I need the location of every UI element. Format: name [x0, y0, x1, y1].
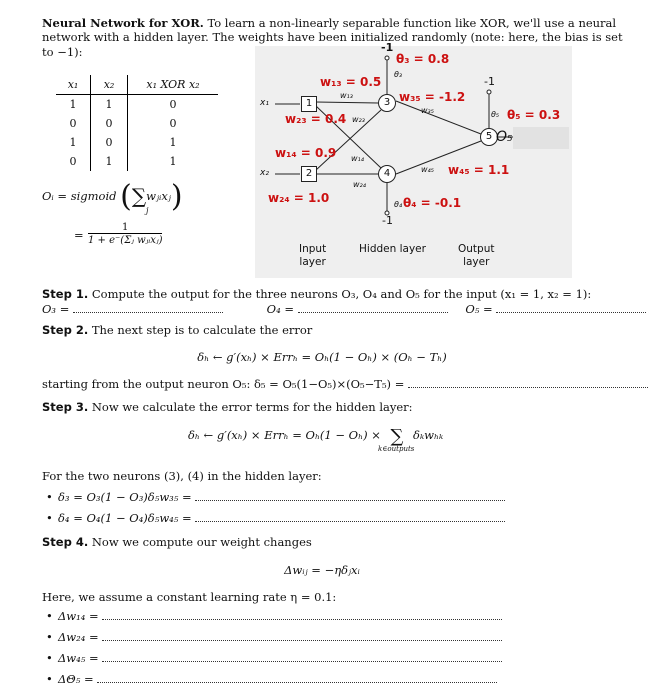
step3-sum-index: k∈outputs [378, 445, 415, 453]
fraction-numerator: 1 [122, 222, 129, 233]
o4-answer-line[interactable] [298, 302, 448, 313]
w45-label: w₄₅ = 1.1 [448, 163, 510, 177]
bias-top: -1 [381, 41, 394, 54]
dw24-label: Δw₂₄ = [58, 630, 99, 644]
delta3-label: δ₃ = O₃(1 − O₃)δ₅w₃₅ = [58, 490, 192, 504]
o3-label: O₃ = [42, 302, 70, 316]
o4-label: O₄ = [266, 302, 294, 316]
output-o5: O₅ [496, 129, 513, 145]
theta5-label: θ₅ = 0.3 [507, 108, 561, 122]
sum-term: wⱼᵢxⱼ [146, 189, 171, 203]
delta3-answer-line[interactable] [195, 490, 505, 501]
w24-label: w₂₄ = 1.0 [268, 191, 330, 205]
weight-change-list [58, 609, 502, 693]
table-cell: 0 [56, 114, 91, 133]
table-cell: 1 [169, 135, 177, 149]
table-cell: 0 [169, 97, 177, 111]
list-item [58, 511, 505, 532]
sigmoid-formula: Oᵢ = sigmoid (∑wⱼᵢxⱼ) j [42, 179, 183, 215]
sum-index: j [146, 206, 149, 215]
hidden-node-3: 3 [378, 94, 396, 112]
fraction-denominator: 1 + e⁻(Σⱼ wⱼᵢxⱼ) [88, 235, 163, 246]
title: Neural Network for XOR. [42, 16, 204, 30]
list-item [58, 490, 505, 511]
table-row [56, 114, 218, 133]
list-item [58, 651, 502, 672]
w35-label: w₃₅ = -1.2 [399, 90, 466, 104]
sm-theta5: θ₅ [491, 110, 500, 119]
table-cell: 0 [91, 133, 128, 152]
step2-formula: δₕ ← g′(xₕ) × Errₕ = Oₕ(1 − Oₕ) × (Oₕ − Tₕ) [197, 350, 447, 364]
table-cell: 0 [56, 152, 91, 171]
table-row [56, 152, 218, 171]
input-node-2: 2 [301, 166, 317, 182]
output-box [513, 127, 569, 149]
dtheta5-answer-line[interactable] [97, 672, 497, 683]
step3-formula: δₕ ← g′(xₕ) × Errₕ = Oₕ(1 − Oₕ) × ∑ δₖwₕₖ k∈outputs [188, 426, 444, 453]
dtheta5-label: ΔΘ₅ = [58, 672, 94, 686]
table-cell: 0 [91, 114, 128, 133]
step1-label: Step 1. [42, 287, 89, 301]
xor-header-xor: x₁ XOR x₂ [128, 75, 219, 95]
o5-answer-line[interactable] [496, 302, 646, 313]
table-cell: 1 [169, 154, 177, 168]
bias-bottom: -1 [382, 214, 393, 227]
sm-w13: w₁₃ [340, 91, 353, 100]
dw45-label: Δw₄₅ = [58, 651, 99, 665]
sm-w14: w₁₄ [351, 154, 364, 163]
hidden-node-4: 4 [378, 165, 396, 183]
step1 [42, 287, 622, 301]
step3-sum-term: δₖwₕₖ [413, 428, 444, 442]
step2-label: Step 2. [42, 323, 89, 337]
table-cell: 1 [91, 95, 128, 115]
o3-answer-line[interactable] [73, 302, 223, 313]
network-diagram [255, 41, 572, 278]
delta4-label: δ₄ = O₄(1 − O₄)δ₅w₄₅ = [58, 511, 192, 525]
input-x1-label: x₁ [260, 98, 269, 108]
table-cell: 1 [91, 152, 128, 171]
step2 [42, 323, 312, 337]
table-cell: 1 [56, 95, 91, 115]
sm-theta4: θ₄ [394, 200, 403, 209]
step2-output [42, 377, 648, 391]
xor-table [56, 75, 218, 171]
hidden-layer-label: Hidden layer [359, 243, 426, 255]
theta4-label: θ₄ = -0.1 [403, 196, 462, 210]
sm-w45: w₄₅ [421, 165, 434, 174]
bias-mid: -1 [484, 75, 495, 88]
dw24-answer-line[interactable] [102, 630, 502, 641]
sigmoid-expansion: = 1 1 + e⁻(Σⱼ wⱼᵢxⱼ) [74, 222, 163, 246]
step2-text: The next step is to calculate the error [91, 323, 313, 337]
delta4-answer-line[interactable] [195, 511, 505, 522]
sm-w24: w₂₄ [353, 180, 366, 189]
output-node-5: 5 [480, 128, 498, 146]
w13-label: w₁₃ = 0.5 [320, 75, 382, 89]
step3-two-neurons: For the two neurons (3), (4) in the hidden layer: [42, 469, 322, 483]
xor-header-x2: x₂ [91, 75, 128, 95]
step3-text: Now we calculate the error terms for the hidden layer: [91, 400, 413, 414]
step4-formula: Δwᵢⱼ = −ηδⱼxᵢ [284, 563, 360, 577]
delta5-answer-line[interactable] [408, 377, 648, 388]
list-item [58, 609, 502, 630]
w14-label: w₁₄ = 0.9 [275, 146, 337, 160]
dw14-answer-line[interactable] [102, 609, 502, 620]
step3-formula-text: δₕ ← g′(xₕ) × Errₕ = Oₕ(1 − Oₕ) × [188, 428, 381, 442]
step1-text: Compute the output for the three neurons O₃, O₄ and O₅ for the input (x₁ = 1, x₂ = 1): [91, 287, 592, 301]
step1-answers [42, 302, 608, 316]
o5-label: O₅ = [465, 302, 493, 316]
intro-text: To learn a non-linearly separable function like XOR, we'll use a neural network with a hidden layer. The weights have been initialized randomly (note: here, the bias is set to −1): [42, 16, 623, 59]
step3 [42, 400, 413, 414]
sm-w23: w₂₃ [352, 115, 365, 124]
table-cell: 1 [56, 133, 91, 152]
table-row [56, 133, 218, 152]
dw14-label: Δw₁₄ = [58, 609, 99, 623]
list-item [58, 672, 502, 693]
step4-label: Step 4. [42, 535, 89, 549]
step4-text: Now we compute our weight changes [91, 535, 312, 549]
step4-assume: Here, we assume a constant learning rate η = 0.1: [42, 590, 337, 604]
input-x2-label: x₂ [260, 168, 269, 178]
xor-header-x1: x₁ [56, 75, 91, 95]
sm-theta3: θ₃ [394, 70, 403, 79]
sm-w35: w₃₅ [421, 106, 434, 115]
list-item [58, 630, 502, 651]
input-node-1: 1 [301, 96, 317, 112]
dw45-answer-line[interactable] [102, 651, 502, 662]
w23-label: w₂₃ = 0.4 [285, 112, 347, 126]
output-layer-label: Output layer [458, 243, 495, 269]
table-cell: 0 [169, 116, 177, 130]
step4 [42, 535, 312, 549]
table-row [56, 95, 218, 115]
input-layer-label: Input layer [299, 243, 327, 269]
step2-starting: starting from the output neuron O₅: δ₅ = O₅(1−O₅)×(O₅−T₅) = [42, 377, 405, 391]
theta3-label: θ₃ = 0.8 [396, 52, 450, 66]
output-definition: Oᵢ = sigmoid [42, 189, 117, 203]
step3-label: Step 3. [42, 400, 89, 414]
hidden-delta-list [58, 490, 505, 532]
